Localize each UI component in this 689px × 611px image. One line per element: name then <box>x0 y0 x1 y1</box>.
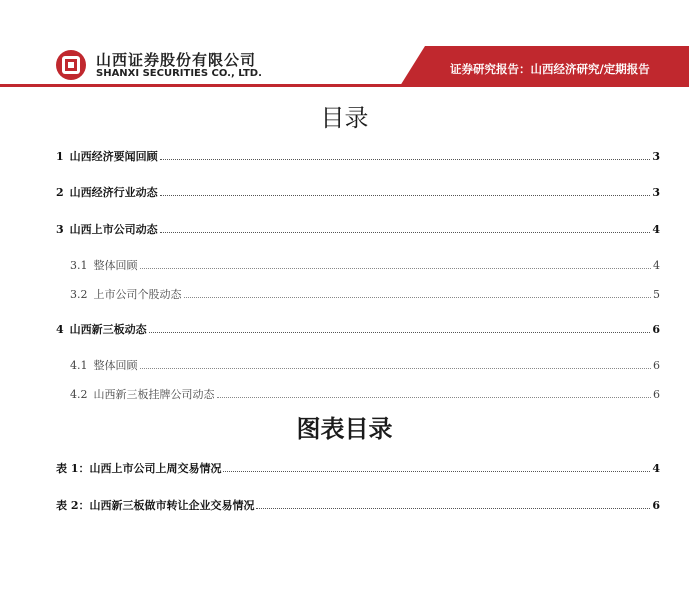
toc-entry-label: 整体回顾 <box>93 359 138 372</box>
company-name-en: SHANXI SECURITIES CO., LTD. <box>96 68 262 79</box>
figures-title: 图表目录 <box>296 414 393 443</box>
toc-leader-dots <box>184 297 652 298</box>
toc-leader-dots <box>140 368 652 369</box>
toc-entry-number: 4 <box>56 323 64 336</box>
toc-entry-number: 4.1 <box>70 359 88 372</box>
figure-entry[interactable] <box>56 497 660 513</box>
toc-entry[interactable] <box>56 148 660 164</box>
toc-entry-number: 3.2 <box>70 288 88 301</box>
toc-subentry[interactable] <box>70 286 660 302</box>
company-name-cn: 山西证券股份有限公司 <box>96 51 257 69</box>
figure-entry-page: 4 <box>652 462 660 475</box>
toc-leader-dots <box>256 508 650 509</box>
toc-entry-label: 整体回顾 <box>93 259 138 272</box>
toc-leader-dots <box>160 195 651 196</box>
toc-entry-page: 4 <box>653 259 660 272</box>
report-header <box>0 0 689 92</box>
toc-entry-number: 4.2 <box>70 388 88 401</box>
shanxi-securities-logo-icon <box>54 48 88 82</box>
toc-entry[interactable] <box>56 221 660 237</box>
toc-entry-page: 4 <box>652 223 660 236</box>
toc-entry-label: 山西经济行业动态 <box>69 186 158 199</box>
toc-entry-label: 上市公司个股动态 <box>93 288 182 301</box>
toc-leader-dots <box>160 232 651 233</box>
toc-entry-number: 2 <box>56 186 64 199</box>
toc-subentry[interactable] <box>70 386 660 402</box>
figure-entry-label: 表 2：山西新三板做市转让企业交易情况 <box>56 499 255 512</box>
toc-entry-number: 1 <box>56 150 64 163</box>
toc-entry[interactable] <box>56 321 660 337</box>
toc-subentry[interactable] <box>70 257 660 273</box>
toc-entry-label: 山西新三板挂牌公司动态 <box>93 388 215 401</box>
toc-entry-page: 6 <box>653 359 660 372</box>
figure-entry-page: 6 <box>652 499 660 512</box>
toc-entry-page: 6 <box>653 388 660 401</box>
toc-entry-page: 3 <box>652 150 660 163</box>
toc-leader-dots <box>217 397 652 398</box>
toc-entry-label: 山西上市公司动态 <box>69 223 158 236</box>
toc-entry-label: 山西新三板动态 <box>69 323 147 336</box>
toc-leader-dots <box>160 159 651 160</box>
toc-title: 目录 <box>320 104 369 132</box>
toc-leader-dots <box>140 268 652 269</box>
toc-entry-page: 6 <box>652 323 660 336</box>
toc-leader-dots <box>149 332 651 333</box>
figure-entry-label: 表 1：山西上市公司上周交易情况 <box>56 462 222 475</box>
toc-entry-page: 3 <box>652 186 660 199</box>
toc-entry-number: 3 <box>56 223 64 236</box>
report-type-label: 证券研究报告：山西经济研究/定期报告 <box>450 62 650 76</box>
toc-subentry[interactable] <box>70 357 660 373</box>
toc-entry[interactable] <box>56 184 660 200</box>
toc-entry-page: 5 <box>653 288 660 301</box>
figure-entry[interactable] <box>56 460 660 476</box>
toc-leader-dots <box>223 471 650 472</box>
toc-entry-number: 3.1 <box>70 259 88 272</box>
header-rule <box>0 84 689 87</box>
toc-entry-label: 山西经济要闻回顾 <box>69 150 158 163</box>
